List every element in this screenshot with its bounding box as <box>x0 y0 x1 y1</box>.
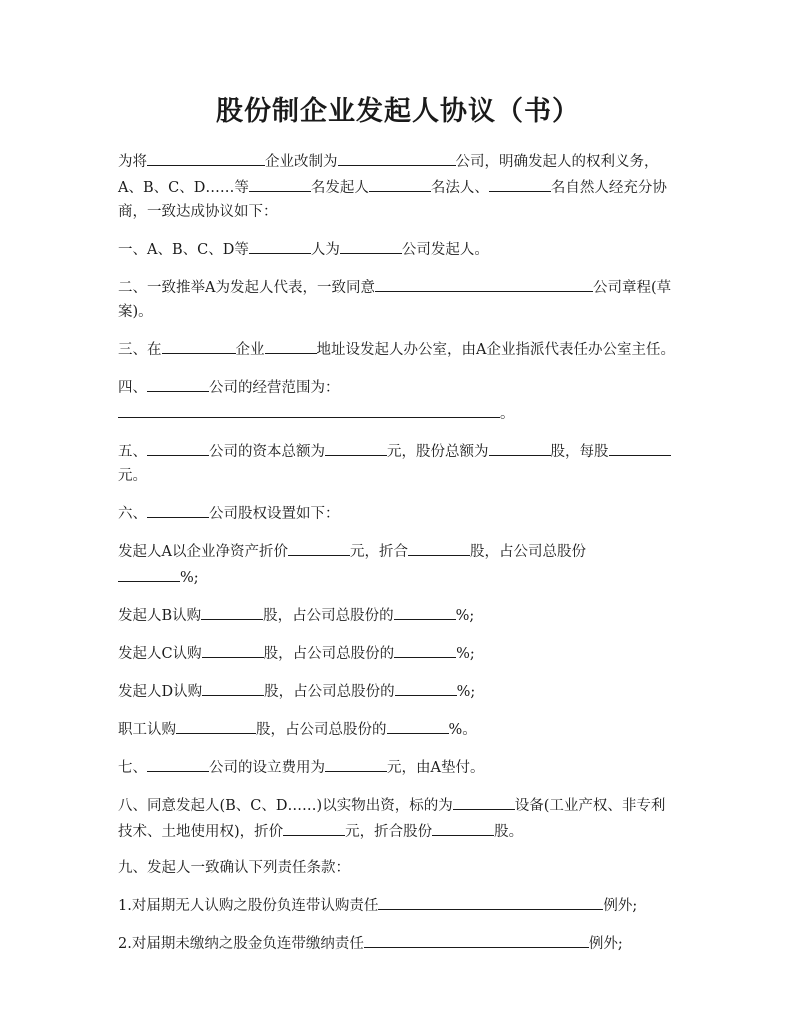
blank-field[interactable] <box>408 538 470 556</box>
text: 七、 <box>118 760 147 776</box>
blank-field[interactable] <box>147 500 209 518</box>
paragraph-clause-9 <box>118 856 678 880</box>
text: 公司的设立费用为 <box>209 760 325 776</box>
blank-field[interactable] <box>162 336 236 354</box>
text: 职工认购 <box>118 722 176 738</box>
blank-field[interactable] <box>283 818 345 836</box>
text: 公司的资本总额为 <box>209 444 325 460</box>
text: 公司发起人。 <box>401 242 489 258</box>
text: 元。 <box>118 468 147 484</box>
paragraph-clause-5 <box>118 438 678 488</box>
text: 股，占公司总股份的 <box>264 684 395 700</box>
text: 公司股权设置如下： <box>209 506 340 522</box>
paragraph-sponsor-d <box>118 678 678 704</box>
paragraph-sponsor-c <box>118 640 678 666</box>
text: %; <box>455 608 475 624</box>
paragraph-intro <box>118 148 678 224</box>
blank-field[interactable] <box>375 274 593 292</box>
text: 股。 <box>494 824 524 840</box>
paragraph-clause-1 <box>118 236 678 262</box>
blank-field[interactable] <box>249 174 311 192</box>
blank-field[interactable] <box>609 438 671 456</box>
text: 八、同意发起人(B、C、D……)以实物出资，标的为 <box>118 798 453 814</box>
text: 发起人C认购 <box>118 646 202 662</box>
text: 发起人A以企业净资产折价 <box>118 544 288 560</box>
blank-field[interactable] <box>147 438 209 456</box>
text: 设备(工业产权、非专利技术、土地使用权)，折价 <box>118 798 666 840</box>
blank-field[interactable] <box>369 174 431 192</box>
text: 发起人D认购 <box>118 684 203 700</box>
blank-field[interactable] <box>489 174 551 192</box>
blank-field[interactable] <box>387 716 449 734</box>
text: 。 <box>500 406 515 422</box>
blank-field[interactable] <box>394 640 456 658</box>
paragraph-clause-6 <box>118 500 678 526</box>
paragraph-clause-8 <box>118 792 678 844</box>
blank-field[interactable] <box>432 818 494 836</box>
text: %; <box>180 570 199 586</box>
text: %; <box>456 646 475 662</box>
text: 元，折合 <box>349 544 408 560</box>
text: 2.对届期未缴纳之股金负连带缴纳责任 <box>118 936 364 952</box>
blank-field[interactable] <box>325 754 387 772</box>
text: 名法人、 <box>430 180 489 196</box>
paragraph-employee-subscription <box>118 716 678 742</box>
text: 六、 <box>118 506 147 522</box>
text: 元，折合股份 <box>345 824 433 840</box>
text: %。 <box>448 722 477 738</box>
blank-field[interactable] <box>395 678 457 696</box>
text: 例外; <box>588 936 623 952</box>
text: 一、A、B、C、D等 <box>118 242 249 258</box>
paragraph-sponsor-b <box>118 602 678 628</box>
paragraph-liability-2 <box>118 930 678 956</box>
paragraph-clause-2 <box>118 274 678 324</box>
text: %; <box>456 684 476 700</box>
blank-field[interactable] <box>288 538 350 556</box>
text: 二、一致推举A为发起人代表，一致同意 <box>118 280 375 296</box>
document-body <box>118 148 678 968</box>
text: 股，占公司总股份 <box>469 544 586 560</box>
text: 企业改制为 <box>265 154 338 170</box>
blank-field[interactable] <box>340 236 402 254</box>
text: 发起人B认购 <box>118 608 202 624</box>
paragraph-clause-7 <box>118 754 678 780</box>
blank-field[interactable] <box>394 602 456 620</box>
blank-field[interactable] <box>378 892 603 910</box>
blank-field[interactable] <box>176 716 256 734</box>
text: 名发起人 <box>310 180 369 196</box>
blank-field[interactable] <box>202 640 264 658</box>
blank-field[interactable] <box>364 930 589 948</box>
blank-field[interactable] <box>265 336 317 354</box>
blank-field[interactable] <box>202 678 264 696</box>
text: 股，占公司总股份的 <box>263 608 394 624</box>
blank-field[interactable] <box>147 754 209 772</box>
text: 例外; <box>603 898 638 914</box>
paragraph-clause-4 <box>118 374 678 426</box>
text: 名自然人经充分协商，一致达成协议如下： <box>118 180 667 220</box>
blank-field[interactable] <box>118 400 500 418</box>
text: 1.对届期无人认购之股份负连带认购责任 <box>118 898 379 914</box>
text: 地址设发起人办公室，由A企业指派代表任办公室主任。 <box>316 342 675 358</box>
text: 四、 <box>118 380 147 396</box>
text: 公司的经营范围为： <box>209 380 340 396</box>
blank-field[interactable] <box>338 148 456 166</box>
blank-field[interactable] <box>147 374 209 392</box>
text: 公司章程(草案)。 <box>118 280 672 320</box>
text: 五、 <box>118 444 147 460</box>
text: 九、发起人一致确认下列责任条款： <box>118 860 350 876</box>
blank-field[interactable] <box>118 564 180 582</box>
blank-field[interactable] <box>147 148 265 166</box>
paragraph-sponsor-a <box>118 538 678 590</box>
text: 企业 <box>235 342 265 358</box>
text: 股，占公司总股份的 <box>256 722 387 738</box>
blank-field[interactable] <box>489 438 551 456</box>
blank-field[interactable] <box>325 438 387 456</box>
blank-field[interactable] <box>453 792 515 810</box>
text: 人为 <box>310 242 340 258</box>
text: 三、在 <box>118 342 162 358</box>
blank-field[interactable] <box>201 602 263 620</box>
text: 元，股份总额为 <box>387 444 489 460</box>
paragraph-clause-3 <box>118 336 678 362</box>
text: 为将 <box>118 154 147 170</box>
document-title: 股份制企业发起人协议（书） <box>216 96 580 127</box>
text: 股，占公司总股份的 <box>263 646 395 662</box>
text: 公司，明确发起人的权利义务，A、B、C、D……等 <box>118 154 659 196</box>
text: 股，每股 <box>550 444 609 460</box>
blank-field[interactable] <box>249 236 311 254</box>
paragraph-liability-1 <box>118 892 678 918</box>
text: 元，由A垫付。 <box>387 760 485 776</box>
